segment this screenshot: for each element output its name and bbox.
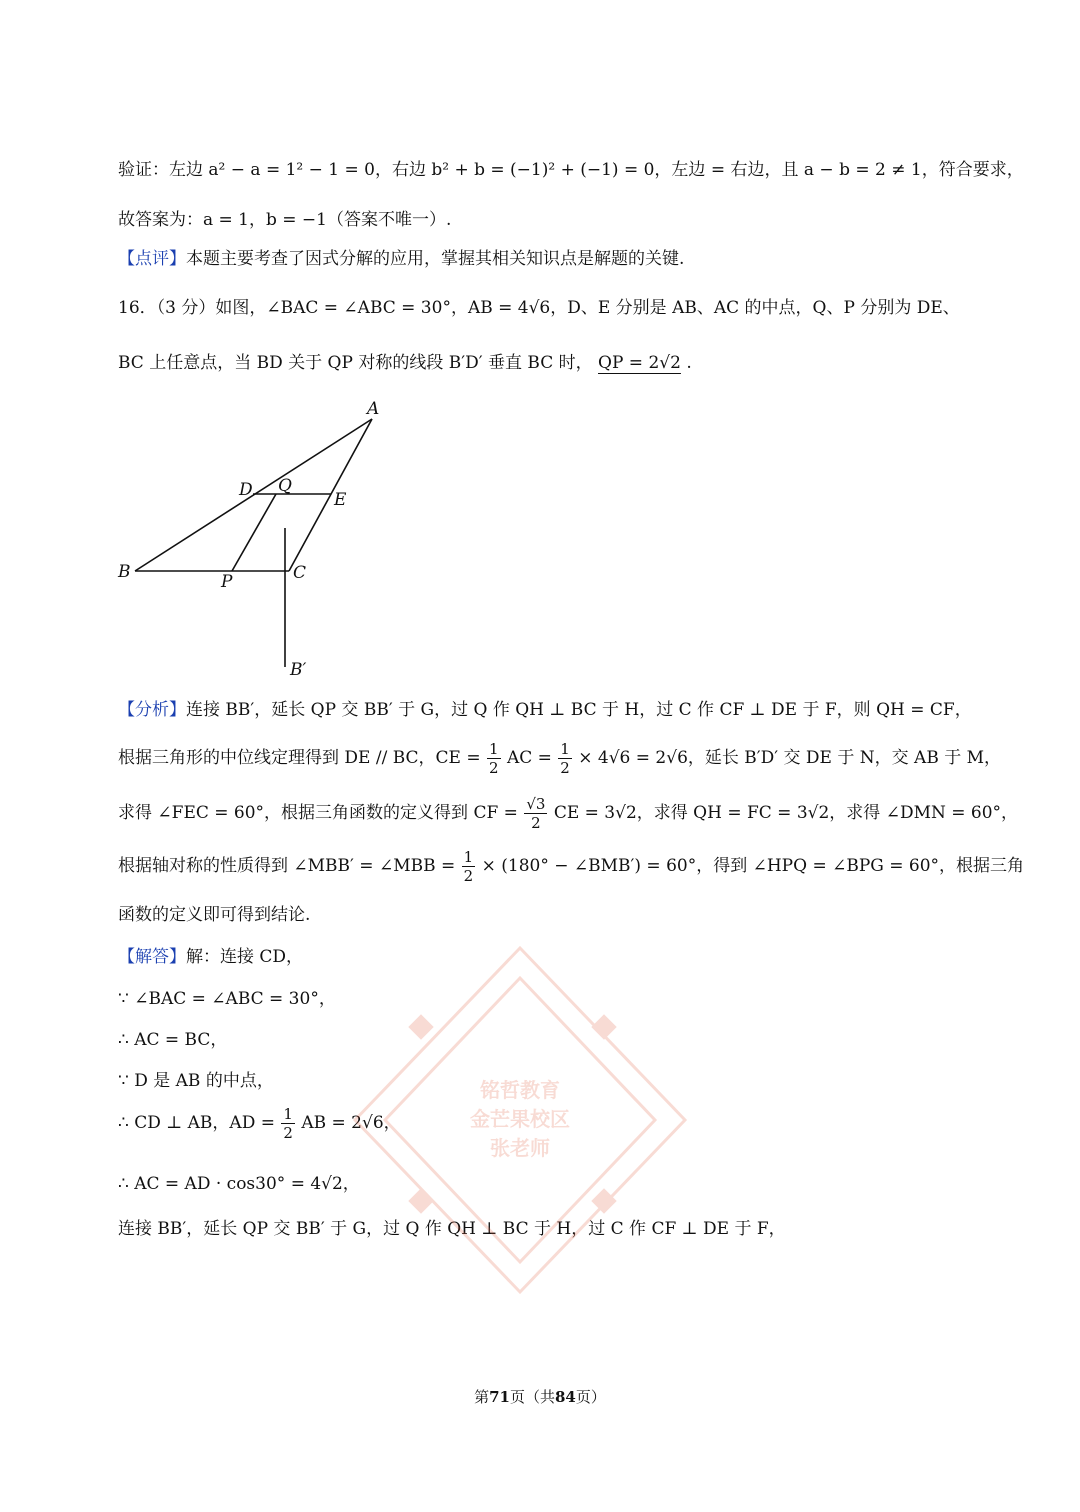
fraction [462,848,476,885]
analysis-text-2b: AC = [506,748,552,768]
fraction-numerator: 1 [489,740,499,758]
analysis-text-4b: × (180° − ∠BMB′) = 60°，得到 ∠HPQ = ∠BPG = 60°，根据三角 [481,856,1025,876]
solution-line-7: 连接 BB′，延长 QP 交 BB′ 于 G，过 Q 作 QH ⊥ BC 于 H，过 C 作 CF ⊥ DE 于 F， [118,1219,786,1239]
solution-line-6: ∴ AC = AD · cos30° = 4√2， [118,1174,360,1194]
fraction [558,740,572,777]
analysis-line-3 [118,795,1020,832]
fraction-denominator: 2 [489,759,499,777]
fraction-numerator: 1 [283,1105,293,1123]
fraction-denominator: 2 [283,1124,293,1142]
analysis-line-5: 函数的定义即可得到结论. [118,905,311,925]
solution-text-1: 解：连接 CD， [186,947,304,967]
label-b: B [118,562,131,582]
label-a: A [367,399,380,419]
comment-line [118,246,1020,272]
fraction-denominator: 2 [560,759,570,777]
analysis-text-1: 连接 BB′，延长 QP 交 BB′ 于 G，过 Q 作 QH ⊥ BC 于 H，过 C 作 CF ⊥ DE 于 F，则 QH = CF， [186,700,972,720]
watermark-dot [591,1014,616,1039]
fraction [281,1105,295,1142]
page-footer [0,1386,1080,1407]
analysis-line-1 [118,697,1020,723]
verification-line: 验证：左边 a² − a = 1² − 1 = 0，右边 b² + b = (−1)² + (−1) = 0，左边 = 右边，且 a − b = 2 ≠ 1，符合要求， [118,160,1024,180]
page-total: 84 [555,1388,576,1406]
solution-text-5a: ∴ CD ⊥ AB，AD = [118,1113,275,1133]
answer-blank: QP = 2√2 [598,353,681,373]
solution-text-5b: AB = 2√6， [301,1113,401,1133]
fraction-denominator: 2 [463,867,474,885]
label-q: Q [278,476,292,496]
label-c: C [293,563,307,583]
fraction-numerator: 1 [560,740,570,758]
question-16-line-2 [118,350,1020,376]
question-16-text: BC 上任意点，当 BD 关于 QP 对称的线段 B′D′ 垂直 BC 时， [118,353,593,373]
watermark-stamp [340,930,700,1310]
watermark-dot [408,1188,433,1213]
footer-text: 第 [474,1388,490,1406]
analysis-text-3a: 求得 ∠FEC = 60°，根据三角函数的定义得到 CF = [118,803,518,823]
solution-line-4: ∵ D 是 AB 的中点， [118,1071,274,1091]
segment-qp [232,494,276,571]
analysis-text-2c: × 4√6 = 2√6，延长 B′D′ 交 DE 于 N，交 AB 于 M， [578,748,1002,768]
watermark-dot [408,1014,433,1039]
question-16-end: . [686,353,692,373]
solution-tag: 【解答】 [118,947,186,967]
analysis-line-4 [118,848,1025,885]
comment-text: 本题主要考查了因式分解的应用，掌握其相关知识点是解题的关键. [186,249,685,269]
answer-line: 故答案为：a = 1，b = −1（答案不唯一）. [118,210,452,230]
triangle-figure [110,395,410,685]
segment-ac [289,419,372,571]
watermark-dot [591,1188,616,1213]
footer-text: 页） [575,1388,606,1406]
fraction [524,795,547,832]
footer-text: 页（共 [509,1388,555,1406]
fraction-numerator: √3 [526,795,546,813]
page-number: 71 [489,1388,510,1406]
analysis-tag: 【分析】 [118,700,186,720]
watermark-line-2: 金芒果校区 [470,1107,570,1131]
analysis-text-3b: CE = 3√2，求得 QH = FC = 3√2，求得 ∠DMN = 60°， [553,803,1019,823]
fraction [487,740,501,777]
analysis-text-2a: 根据三角形的中位线定理得到 DE // BC，CE = [118,748,481,768]
label-bprime: B′ [290,660,307,680]
label-e: E [334,490,347,510]
watermark-line-1: 铭哲教育 [480,1078,560,1102]
analysis-line-2 [118,740,1020,777]
label-p: P [221,572,233,592]
watermark-line-3: 张老师 [490,1136,550,1160]
solution-line-2: ∵ ∠BAC = ∠ABC = 30°， [118,989,336,1009]
solution-line-3: ∴ AC = BC， [118,1030,228,1050]
fraction-denominator: 2 [531,814,541,832]
comment-tag: 【点评】 [118,249,186,269]
question-16-line-1: 16．（3 分）如图，∠BAC = ∠ABC = 30°，AB = 4√6，D、E 分别是 AB、AC 的中点，Q、P 分别为 DE、 [118,298,960,318]
label-d: D [239,480,253,500]
analysis-text-4a: 根据轴对称的性质得到 ∠MBB′ = ∠MBB = [118,856,456,876]
fraction-numerator: 1 [463,848,474,866]
